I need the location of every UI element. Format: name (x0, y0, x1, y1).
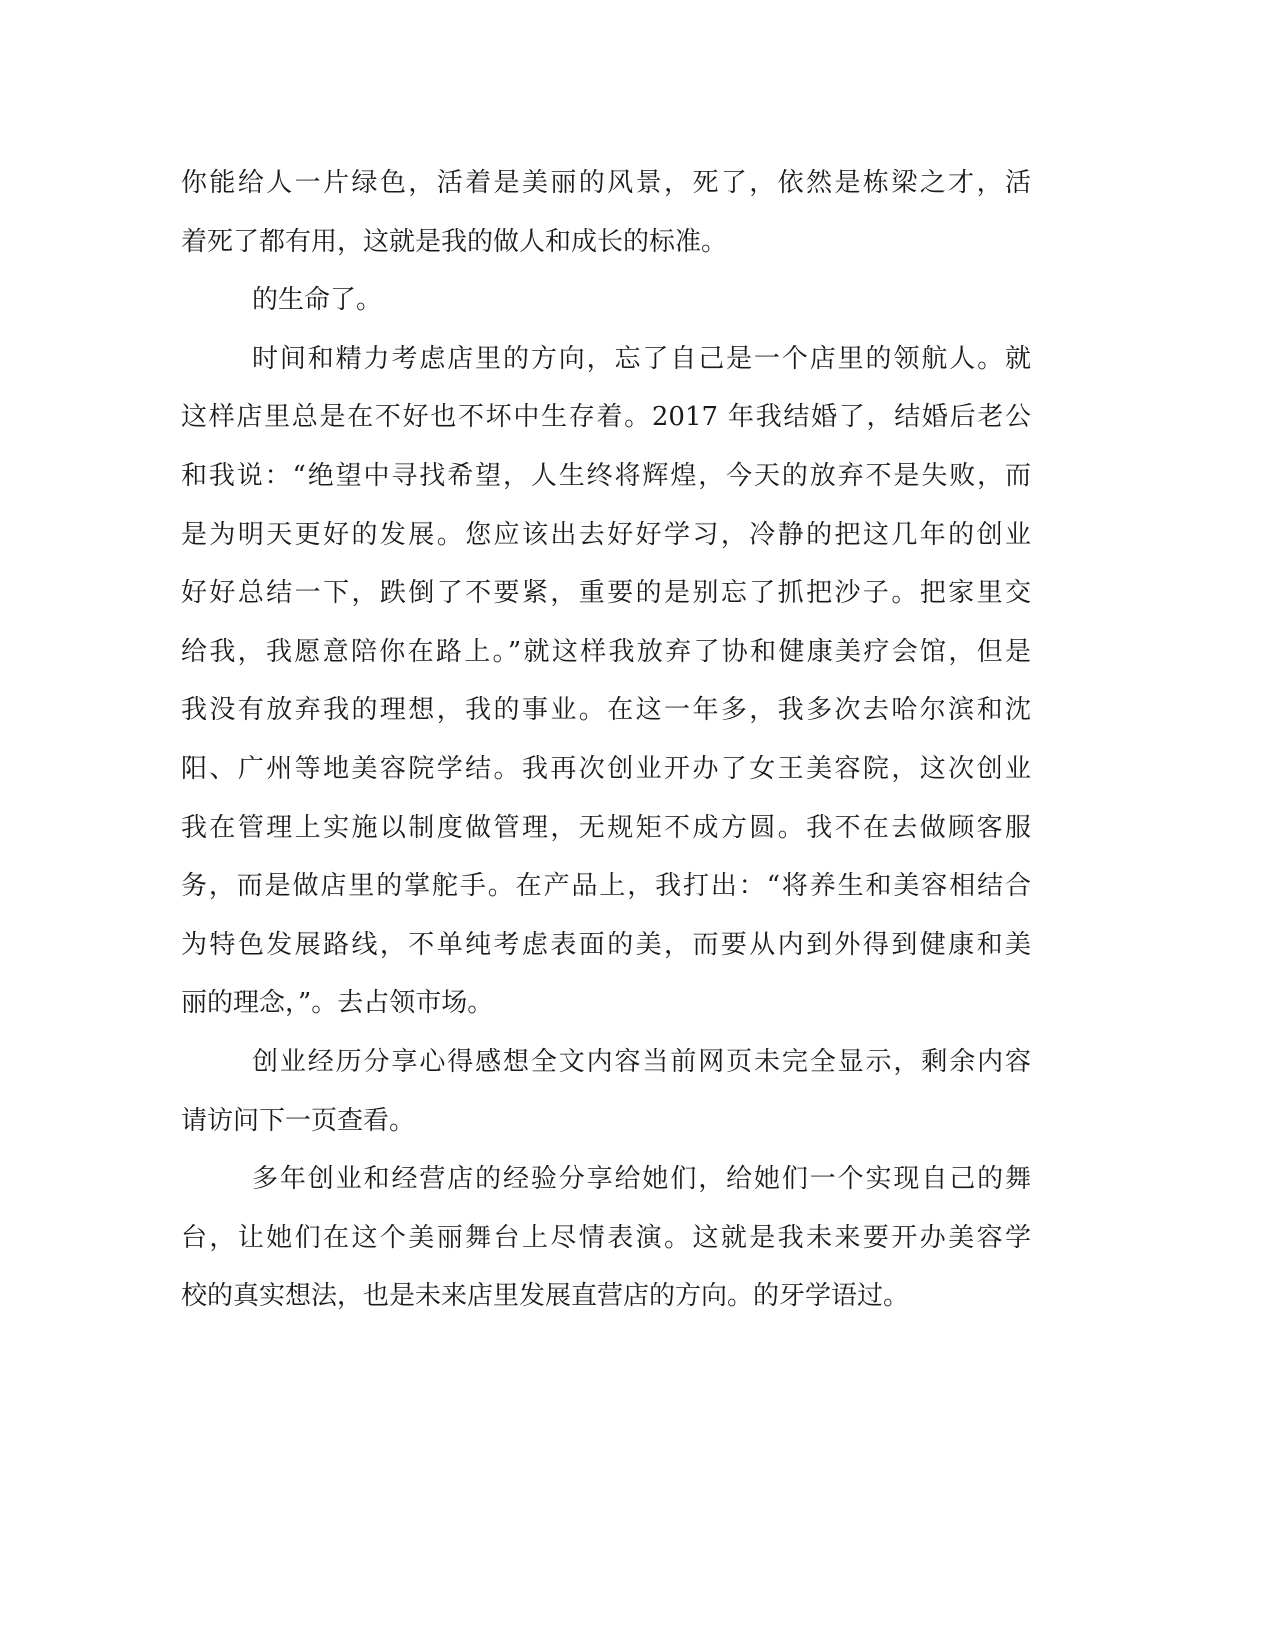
paragraph-line: 这样店里总是在不好也不坏中生存着。2017 年我结婚了，结婚后老公 (181, 402, 1031, 433)
paragraph-line: 我在管理上实施以制度做管理，无规矩不成方圆。我不在去做顾客服 (181, 812, 1031, 843)
paragraph-line: 校的真实想法，也是未来店里发展直营店的方向。的牙学语过。 (181, 1281, 910, 1312)
paragraph-line: 和我说：“绝望中寻找希望，人生终将辉煌，今天的放弃不是失败，而 (181, 460, 1031, 491)
paragraph-line: 创业经历分享心得感想全文内容当前网页未完全显示，剩余内容 (252, 1046, 1031, 1077)
paragraph-line: 你能给人一片绿色，活着是美丽的风景，死了，依然是栋梁之才，活 (181, 168, 1031, 198)
paragraph-line: 台，让她们在这个美丽舞台上尽情表演。这就是我未来要开办美容学 (181, 1222, 1031, 1253)
document-body (181, 154, 1031, 1326)
paragraph-line: 请访问下一页查看。 (181, 1105, 416, 1136)
paragraph-line: 着死了都有用，这就是我的做人和成长的标准。 (181, 226, 728, 257)
paragraph-line: 的生命了。 (252, 285, 383, 316)
paragraph-line: 务，而是做店里的掌舵手。在产品上，我打出：“将养生和美容相结合 (181, 871, 1031, 902)
paragraph-line: 丽的理念，”。去占领市场。 (181, 988, 494, 1019)
paragraph-line: 阳、广州等地美容院学结。我再次创业开办了女王美容院，这次创业 (181, 753, 1031, 784)
paragraph-line: 是为明天更好的发展。您应该出去好好学习，冷静的把这几年的创业 (181, 519, 1031, 550)
paragraph-line: 好好总结一下，跌倒了不要紧，重要的是别忘了抓把沙子。把家里交 (181, 578, 1031, 609)
paragraph-line: 我没有放弃我的理想，我的事业。在这一年多，我多次去哈尔滨和沈 (181, 695, 1031, 726)
paragraph-line: 多年创业和经营店的经验分享给她们，给她们一个实现自己的舞 (252, 1164, 1031, 1195)
paragraph-line: 为特色发展路线，不单纯考虑表面的美，而要从内到外得到健康和美 (181, 929, 1031, 960)
paragraph-line: 给我，我愿意陪你在路上。”就这样我放弃了协和健康美疗会馆，但是 (181, 636, 1031, 667)
paragraph-line: 时间和精力考虑店里的方向，忘了自己是一个店里的领航人。就 (252, 343, 1031, 374)
